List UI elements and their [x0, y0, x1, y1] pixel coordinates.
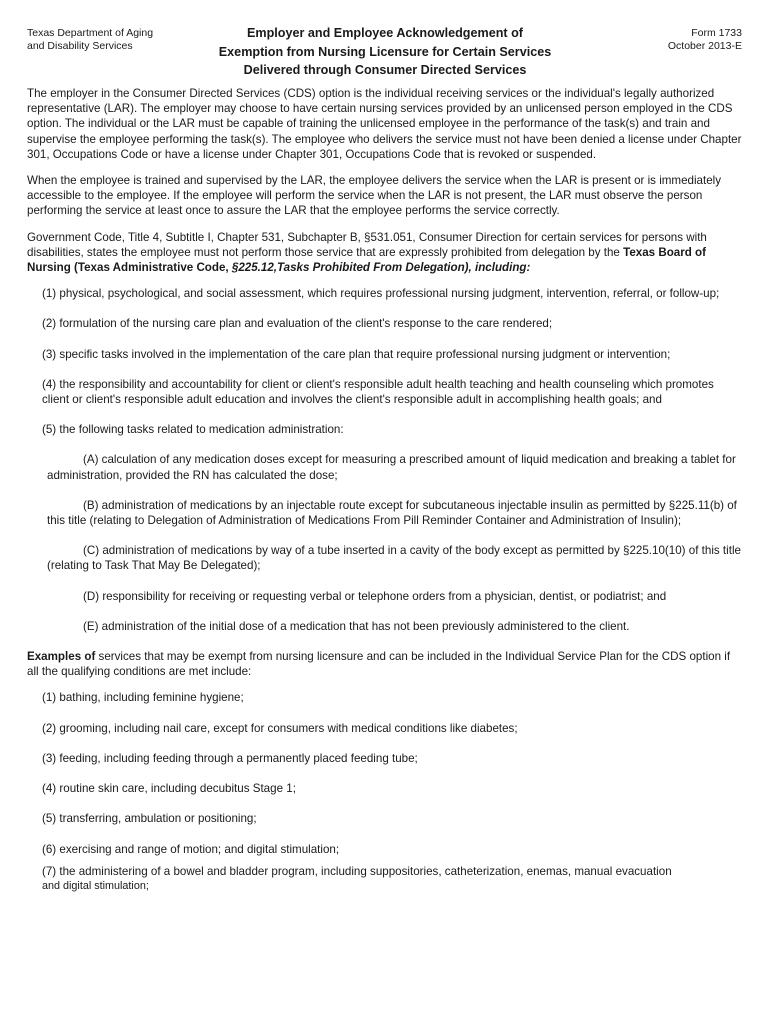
medication-subitem-a: (A) calculation of any medication doses except for measuring a prescribed amount of liquid medication and breaking a tablet for administration, provided the RN has calculated the dose;	[47, 453, 736, 482]
board-of-nursing-reference: Texas Board of Nursing (Texas Administrative Code,	[27, 245, 706, 275]
intro-paragraph: The employer in the Consumer Directed Services (CDS) option is the individual receiving services or the individual's legally authorized representative (LAR). The employer may choose to have certain nursing services provided by an unlicensed person employed in the CDS option. The individual or the LAR must be capable of training the unlicensed employee in the performance of the task(s) and train and supervise the employee performing the task(s). The employee who delivers the service must not have been denied a license under Chapter 301, Occupations Code or have a license under Chapter 301, Occupations Code that is revoked or suspended.	[27, 87, 742, 161]
lar-supervision-paragraph: When the employee is trained and supervised by the LAR, the employee delivers the service when the LAR is present or is immediately accessible to the employee. If the employee will perform the service when the LAR is not present, the LAR must observe the person performing the service at least once to assure the LAR that the employee performs the service correctly.	[27, 174, 722, 218]
agency-line-1: Texas Department of Aging	[27, 27, 154, 39]
document-header	[0, 0, 770, 80]
example-item-2: (2) grooming, including nail care, except for consumers with medical conditions like diabetes;	[42, 721, 518, 735]
form-identifier	[668, 27, 742, 53]
examples-intro-text: services that may be exempt from nursing licensure and can be included in the Individual Service Plan for the CDS option if all the qualifying conditions are met include:	[27, 650, 731, 679]
agency-name	[27, 27, 187, 53]
example-item-6: (6) exercising and range of motion; and digital stimulation;	[42, 842, 340, 856]
examples-label: Examples of	[27, 650, 96, 664]
government-code-paragraph	[27, 230, 743, 276]
example-item-5: (5) transferring, ambulation or positioning;	[42, 812, 257, 826]
examples-paragraph	[27, 649, 743, 679]
prohibited-item-1: (1) physical, psychological, and social assessment, which requires professional nursing judgment, intervention, referral, or follow-up;	[42, 287, 720, 301]
example-item-7	[42, 864, 743, 894]
title-line-1: Employer and Employee Acknowledgement of	[247, 26, 523, 40]
gov-code-text: Government Code, Title 4, Subtitle I, Chapter 531, Subchapter B, §531.051, Consumer Direction for certain services for persons with disabilities, states the employee must not perform those service that are expressly prohibited from delegation by the	[27, 230, 707, 259]
example-item-7-line-1: (7) the administering of a bowel and bladder program, including suppositories, catheterization, enemas, manual evacuation	[42, 864, 672, 878]
medication-subitem-e: (E) administration of the initial dose of a medication that has not been previously administered to the client.	[83, 619, 630, 633]
document-body	[27, 86, 743, 909]
medication-subitem-b: (B) administration of medications by an injectable route except for subcutaneous injectable insulin as permitted by §225.11(b) of this title (relating to Delegation of Administration of Medications From Pill Reminder Container and Administration of Insulin);	[47, 498, 737, 528]
example-item-1: (1) bathing, including feminine hygiene;	[42, 691, 244, 705]
medication-subitem-d: (D) responsibility for receiving or requesting verbal or telephone orders from a physician, dentist, or podiatrist; and	[83, 589, 667, 603]
medication-subitem-c: (C) administration of medications by way of a tube inserted in a cavity of the body except as permitted by §225.10(10) of this title (relating to Task That May Be Delegated);	[47, 544, 741, 573]
prohibited-item-4: (4) the responsibility and accountability for client or client's responsible adult health teaching and health counseling which promotes client or client's responsible adult education and involves the client's responsible adult in accomplishing health goals; and	[42, 377, 714, 407]
example-item-4: (4) routine skin care, including decubitus Stage 1;	[42, 782, 296, 796]
title-line-3: Delivered through Consumer Directed Services	[243, 63, 527, 77]
agency-line-2: and Disability Services	[27, 40, 133, 52]
tac-section-reference: §225.12,Tasks Prohibited From Delegation), including:	[231, 261, 531, 275]
prohibited-item-2: (2) formulation of the nursing care plan and evaluation of the client's response to the care rendered;	[42, 317, 553, 331]
form-number: Form 1733	[691, 27, 742, 39]
example-item-7-line-2: and digital stimulation;	[42, 879, 149, 892]
form-date: October 2013-E	[667, 40, 742, 52]
example-item-3: (3) feeding, including feeding through a permanently placed feeding tube;	[42, 751, 418, 765]
prohibited-item-5: (5) the following tasks related to medication administration:	[42, 423, 344, 437]
prohibited-item-3: (3) specific tasks involved in the implementation of the care plan that require professional nursing judgment or intervention;	[42, 347, 671, 361]
title-line-2: Exemption from Nursing Licensure for Certain Services	[218, 44, 552, 59]
document-title	[195, 24, 575, 80]
